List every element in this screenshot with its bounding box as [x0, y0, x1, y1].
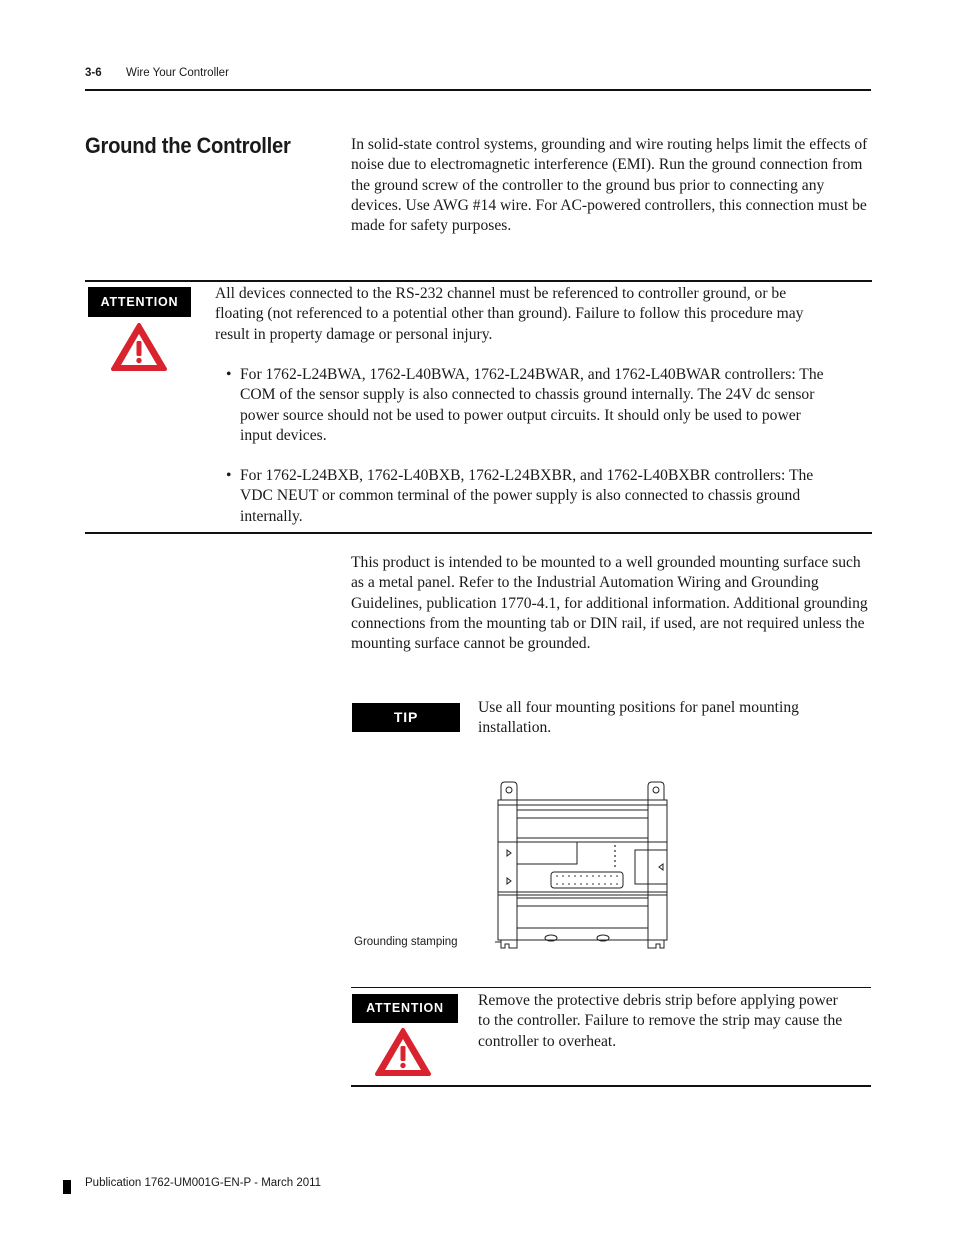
attention-text: Remove the protective debris strip before applying power to the controller. Failure to remove the strip may cause the controller to overheat. [478, 992, 843, 1050]
page-number: 3-6 [85, 67, 102, 79]
warning-triangle-icon [374, 1027, 432, 1077]
attention-bullet [215, 365, 825, 446]
controller-diagram [495, 780, 670, 952]
grounding-stamping-callout: Grounding stamping [354, 936, 458, 948]
tip-badge: TIP [352, 703, 460, 732]
header-rule [85, 89, 871, 91]
attention-top-rule [351, 987, 871, 988]
attention-bullet [215, 466, 825, 527]
attention-badge: ATTENTION [88, 287, 191, 317]
footer-publication: Publication 1762-UM001G-EN-P - March 2011 [85, 1177, 322, 1189]
attention-bottom-rule [351, 1085, 871, 1087]
warning-triangle-icon [110, 322, 168, 372]
chapter-title: Wire Your Controller [126, 67, 229, 79]
footer-marker [63, 1180, 71, 1194]
intro-paragraph: In solid-state control systems, grounding and wire routing helps limit the effects of noise due to electromagnetic interference (EMI). Run the ground connection from the ground screw of the controller to the ground bus prior to connecting any devices. Use AWG #14 wire. For AC-powered controllers, this connection must be made for safety purposes. [351, 136, 868, 235]
attention-badge: ATTENTION [352, 994, 458, 1023]
attention-text: All devices connected to the RS-232 channel must be referenced to controller ground, or be floating (not referenced to a potential other than ground). Failure to follow this procedure may result in property damage or personal injury. [215, 285, 804, 343]
attention-top-rule [85, 280, 872, 282]
mounting-paragraph: This product is intended to be mounted to a well grounded mounting surface such as a metal panel. Refer to the Industrial Automation Wiring and Grounding Guidelines, publication 1770-4.1, for additional information. Additional grounding connections from the mounting tab or DIN rail, if used, are not required unless the mounting surface cannot be grounded. [351, 554, 868, 653]
bullet-text: For 1762-L24BXB, 1762-L40BXB, 1762-L24BXBR, and 1762-L40BXBR controllers: The VDC NEUT or common terminal of the power supply is also connected to chassis ground internally. [240, 467, 814, 525]
tip-text: Use all four mounting positions for panel mounting installation. [478, 699, 799, 737]
bullet-text: For 1762-L24BWA, 1762-L40BWA, 1762-L24BWAR, and 1762-L40BWAR controllers: The COM of the sensor supply is also connected to chassis ground internally. The 24V dc sensor power source should not be used to power output circuits. It should only be used to power input devices. [240, 366, 824, 444]
bullet-symbol: • [226, 366, 232, 383]
attention-bottom-rule [85, 532, 872, 534]
section-title: Ground the Controller [85, 133, 291, 158]
bullet-symbol: • [226, 467, 232, 484]
